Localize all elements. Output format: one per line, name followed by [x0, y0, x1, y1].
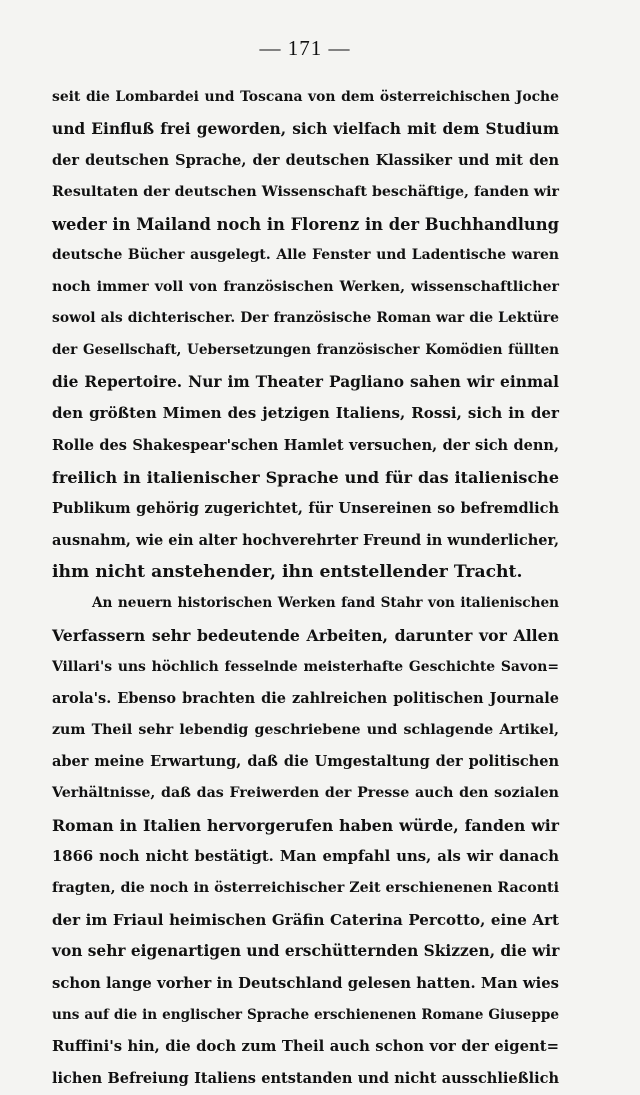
- text-line: arola's. Ebenso brachten die zahlreichen politischen Journale: [52, 690, 559, 708]
- paragraph-2: [52, 588, 559, 1094]
- text-line: schon lange vorher in Deutschland gelesen hatten. Man wies: [52, 974, 559, 992]
- text-line: deutsche Bücher ausgelegt. Alle Fenster und Ladentische waren: [52, 247, 559, 264]
- text-line: sowol als dichterischer. Der französische Roman war die Lektüre: [52, 310, 559, 327]
- page-number: — 171 —: [259, 36, 351, 60]
- text-line: zum Theil sehr lebendig geschriebene und schlagende Artikel,: [52, 721, 559, 738]
- text-line: und Einfluß frei geworden, sich vielfach mit dem Studium: [52, 119, 559, 138]
- text-line: Verhältnisse, daß das Freiwerden der Presse auch den sozialen: [52, 785, 559, 802]
- text-line: Verfassern sehr bedeutende Arbeiten, darunter vor Allen: [52, 625, 559, 645]
- text-line: freilich in italienischer Sprache und für das italienische: [52, 467, 559, 487]
- text-line: ihm nicht anstehender, ihn entstellender Tracht.: [52, 561, 523, 582]
- text-line: der deutschen Sprache, der deutschen Klassiker und mit den: [52, 152, 559, 170]
- text-line: noch immer voll von französischen Werken, wissenschaftlicher: [52, 278, 559, 295]
- text-line: Villari's uns höchlich fesselnde meisterhafte Geschichte Savon=: [52, 658, 559, 675]
- text-line: uns auf die in englischer Sprache erschienenen Romane Giuseppe: [52, 1006, 559, 1023]
- text-line: Rolle des Shakespear'schen Hamlet versuchen, der sich denn,: [52, 437, 559, 455]
- text-line: Resultaten der deutschen Wissenschaft beschäftige, fanden wir: [52, 183, 559, 200]
- text-line: aber meine Erwartung, daß die Umgestaltung der politischen: [52, 753, 559, 771]
- text-line: seit die Lombardei und Toscana von dem österreichischen Joche: [52, 89, 559, 105]
- text-line: weder in Mailand noch in Florenz in der Buchhandlung: [52, 214, 559, 234]
- text-line: Roman in Italien hervorgerufen haben würde, fanden wir: [52, 815, 559, 835]
- text-line: der im Friaul heimischen Gräfin Caterina Percotto, eine Art: [52, 910, 559, 929]
- text-line: ausnahm, wie ein alter hochverehrter Freund in wunderlicher,: [52, 531, 560, 549]
- text-line: An neuern historischen Werken fand Stahr von italienischen: [92, 595, 559, 612]
- text-line: lichen Befreiung Italiens entstanden und nicht ausschließlich: [52, 1069, 559, 1087]
- text-line: den größten Mimen des jetzigen Italiens, Rossi, sich in der: [52, 404, 559, 423]
- text-line: Ruffini's hin, die doch zum Theil auch schon vor der eigent=: [52, 1038, 559, 1056]
- text-line: 1866 noch nicht bestätigt. Man empfahl uns, als wir danach: [52, 848, 559, 866]
- paragraph-1: [52, 82, 559, 588]
- text-line: der Gesellschaft, Uebersetzungen französischer Komödien füllten: [52, 342, 559, 359]
- text-line: Publikum gehörig zugerichtet, für Unsereinen so befremdlich: [52, 500, 559, 518]
- text-line: von sehr eigenartigen und erschütternden Skizzen, die wir: [52, 942, 560, 961]
- text-line: fragten, die noch in österreichischer Zeit erschienenen Raconti: [52, 880, 559, 897]
- text-line: die Repertoire. Nur im Theater Pagliano sahen wir einmal: [52, 372, 559, 391]
- page-body: [52, 82, 559, 1095]
